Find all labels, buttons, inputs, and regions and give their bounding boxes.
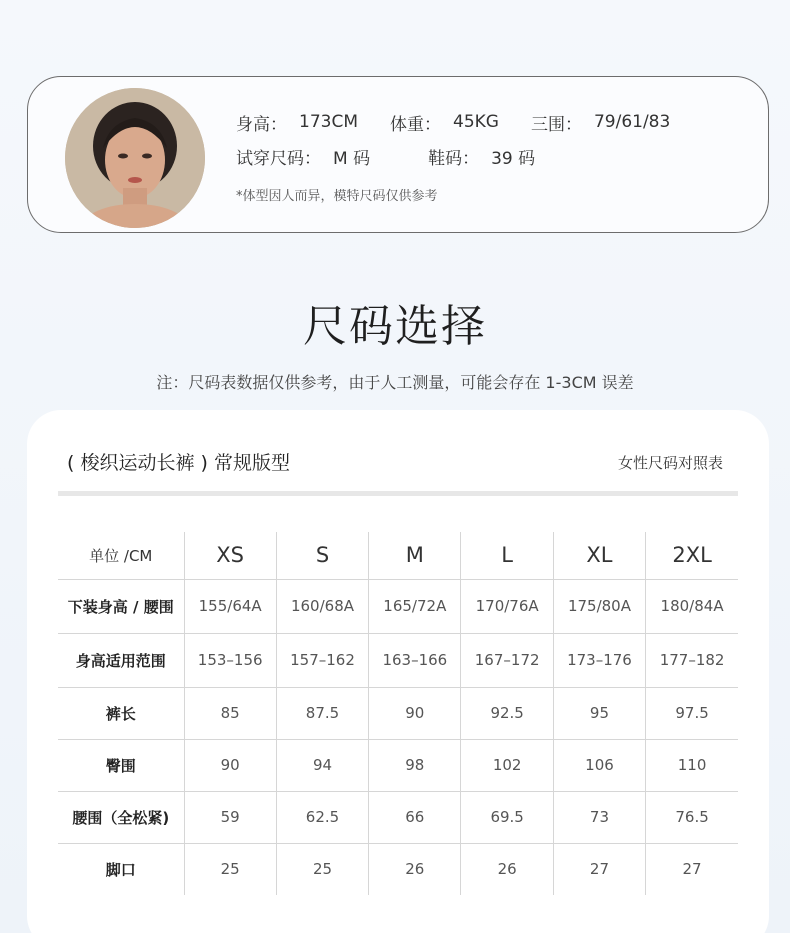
size-chart-card: [27, 410, 769, 933]
title-divider: [58, 491, 738, 496]
table-cell: 73: [553, 791, 645, 843]
table-cell: 69.5: [461, 791, 553, 843]
table-cell: 157–162: [276, 633, 368, 687]
table-cell: 165/72A: [369, 579, 461, 633]
table-cell: 110: [646, 739, 738, 791]
row-label: 身高适用范围: [58, 633, 184, 687]
product-title: ( 梭织运动长裤 ) 常规版型: [67, 452, 290, 474]
table-cell: 98: [369, 739, 461, 791]
height-value: 173CM: [299, 112, 358, 132]
table-row: [58, 633, 738, 687]
table-cell: 87.5: [276, 687, 368, 739]
table-cell: 155/64A: [184, 579, 276, 633]
shoe-size-value: 39 码: [491, 148, 536, 169]
table-cell: 177–182: [646, 633, 738, 687]
table-row: [58, 579, 738, 633]
row-label: 脚口: [105, 860, 136, 879]
weight-label: 体重：: [390, 114, 441, 135]
table-cell: 90: [369, 687, 461, 739]
table-row: [58, 843, 738, 895]
table-cell: 163–166: [369, 633, 461, 687]
table-cell: 76.5: [646, 791, 738, 843]
table-cell: 180/84A: [646, 579, 738, 633]
shoe-size-label: 鞋码：: [428, 148, 480, 169]
weight-value: 45KG: [453, 112, 499, 132]
table-cell: 95: [553, 687, 645, 739]
size-table: [58, 532, 738, 895]
table-cell: 26: [369, 843, 461, 895]
size-header: M: [369, 532, 461, 579]
size-header: L: [461, 532, 553, 579]
row-label: 裤长: [58, 687, 184, 739]
model-measurements: [236, 105, 670, 173]
model-row-size: [236, 139, 670, 173]
row-label: 下装身高 / 腰围: [58, 579, 184, 633]
table-cell: 173–176: [553, 633, 645, 687]
measure-value: 79/61/83: [593, 112, 671, 132]
table-row: [58, 791, 738, 843]
table-cell: 153–156: [184, 633, 276, 687]
table-cell: 97.5: [646, 687, 738, 739]
row-label: 臀围: [58, 739, 184, 791]
model-note: *体型因人而异，模特尺码仅供参考: [236, 189, 438, 204]
height-label: 身高：: [236, 114, 287, 135]
chart-type-tag: 女性尺码对照表: [617, 454, 723, 472]
trial-size-label: 试穿尺码：: [236, 148, 321, 169]
table-cell: 170/76A: [461, 579, 553, 633]
table-row: [58, 739, 738, 791]
table-cell: 25: [184, 843, 276, 895]
model-info-card: [27, 76, 769, 233]
size-header: XL: [553, 532, 645, 579]
table-cell: 26: [461, 843, 553, 895]
table-cell: 90: [184, 739, 276, 791]
table-cell: 102: [461, 739, 553, 791]
table-cell: 59: [184, 791, 276, 843]
section-title: 尺码选择: [303, 301, 487, 352]
model-avatar: [65, 88, 205, 228]
table-cell: 62.5: [276, 791, 368, 843]
table-header-row: [58, 532, 738, 579]
unit-header: 单位 /CM: [58, 532, 184, 579]
table-cell: 160/68A: [276, 579, 368, 633]
measure-label: 三围：: [530, 114, 582, 135]
table-cell: 106: [553, 739, 645, 791]
table-cell: 27: [553, 843, 645, 895]
table-cell: 167–172: [461, 633, 553, 687]
size-header: XS: [184, 532, 276, 579]
table-cell: 94: [276, 739, 368, 791]
model-portrait-image: [65, 88, 205, 228]
model-row-body: [236, 105, 670, 139]
table-cell: 25: [276, 843, 368, 895]
table-cell: 66: [369, 791, 461, 843]
table-cell: 92.5: [461, 687, 553, 739]
row-label: 腰围（全松紧): [58, 791, 184, 843]
table-cell: 85: [184, 687, 276, 739]
table-cell: 175/80A: [553, 579, 645, 633]
size-header: 2XL: [646, 532, 738, 579]
trial-size-value: M 码: [333, 148, 371, 169]
size-header: S: [276, 532, 368, 579]
table-row: [58, 687, 738, 739]
table-cell: 27: [646, 843, 738, 895]
section-subtitle: 注：尺码表数据仅供参考，由于人工测量，可能会存在 1-3CM 误差: [156, 373, 634, 392]
